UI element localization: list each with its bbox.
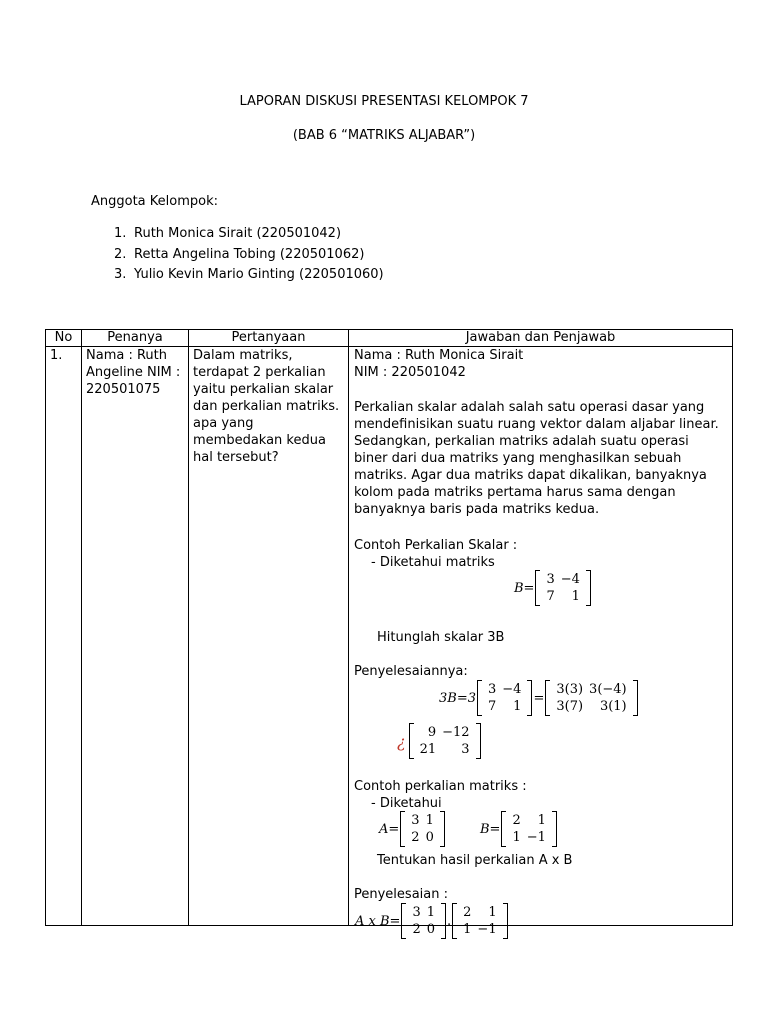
header-jawaban: Jawaban dan Penjawab: [349, 330, 733, 347]
answerer-nim: NIM : 220501042: [354, 365, 466, 380]
members-label: Anggota Kelompok:: [91, 194, 219, 209]
members-list: [114, 224, 384, 286]
matrix-example-title: Contoh perkalian matriks :: [354, 779, 527, 794]
header-pertanyaan: Pertanyaan: [189, 330, 349, 347]
scalar-3B-equation: 3B=3 3 −4 7 1 = 3(3) 3(−4) 3(7) 3(1): [439, 680, 639, 716]
matrix-solution-label: Penyelesaian :: [354, 887, 448, 902]
scalar-known: - Diketahui matriks: [371, 555, 495, 570]
answer-paragraph: Perkalian skalar adalah salah satu operasi dasar yang mendefinisikan suatu ruang vektor dalam aljabar linear. Sedangkan, perkalian matriks adalah suatu operasi biner dari dua matriks yang menghasilkan sebuah matriks. Agar dua matriks dapat dikalikan, banyaknya kolom pada matriks pertama harus sama dengan banyaknya baris pada matriks kedua.: [354, 400, 719, 517]
discussion-table: [45, 329, 733, 937]
header-no: No: [46, 330, 82, 347]
cell-pertanyaan: Dalam matriks, terdapat 2 perkalian yaitu perkalian skalar dan perkalian matriks. apa yang membedakan kedua hal tersebut?: [189, 347, 349, 926]
report-subtitle: (BAB 6 “MATRIKS ALJABAR”): [292, 128, 476, 143]
question-mark-glyph: ¿: [397, 731, 406, 751]
matrix-A-equation: A= 3 1 2 0: [379, 811, 446, 847]
list-item: 2. Retta Angelina Tobing (220501062): [114, 246, 365, 262]
cell-penanya: Nama : Ruth Angeline NIM : 220501075: [82, 347, 189, 926]
answerer-name: Nama : Ruth Monica Sirait: [354, 348, 524, 363]
scalar-example-title: Contoh Perkalian Skalar :: [354, 538, 518, 553]
table-header-row: [46, 330, 733, 347]
matrix-AxB-equation: A x B= 3 1 2 0 . 2 1 1 −1: [355, 903, 509, 939]
matrix-B-equation: B= 3 −4 7 1: [514, 570, 592, 606]
cell-jawaban: [349, 347, 733, 937]
cell-no: 1.: [46, 347, 82, 926]
list-item: 1. Ruth Monica Sirait (220501042): [114, 226, 342, 241]
table-row: [46, 347, 733, 926]
header-penanya: Penanya: [82, 330, 189, 347]
matrix-B2-equation: B= 2 1 1 −1: [480, 811, 558, 847]
scalar-task: Hitunglah skalar 3B: [377, 630, 505, 645]
list-item: 3. Yulio Kevin Mario Ginting (220501060): [114, 267, 384, 282]
matrix-task: Tentukan hasil perkalian A x B: [377, 853, 573, 868]
solution-label: Penyelesaiannya:: [354, 664, 468, 679]
matrix-known: - Diketahui: [371, 796, 442, 811]
report-title: LAPORAN DISKUSI PRESENTASI KELOMPOK 7: [239, 94, 529, 109]
scalar-result-equation: ¿ 9 −12 21 3: [397, 723, 482, 759]
